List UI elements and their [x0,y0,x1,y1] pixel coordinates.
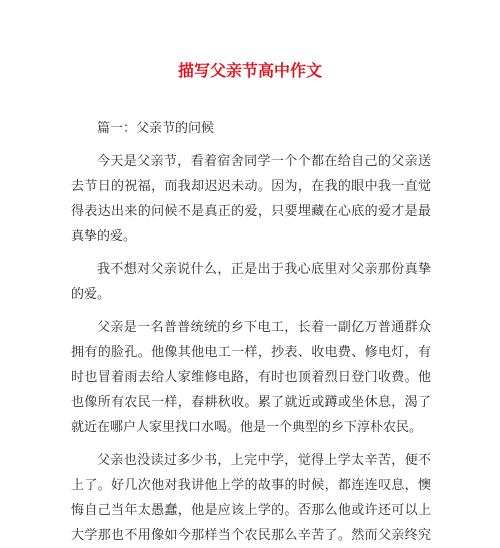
paragraph-1-line-4: 真挚的爱。 [71,229,137,244]
section-heading: 篇一：父亲节的问候 [97,121,215,136]
paragraph-4-line-2: 上了。好几次他对我讲他上学的故事的时候，都连连叹息，懊 [71,478,431,493]
paragraph-gap [71,307,431,315]
paragraph-4-line-4: 大学那也不用像如今那样当个农民那么辛苦了。然而父亲终究 [71,528,431,543]
paragraph-2-line-1: 我不想对父亲说什么，正是出于我心底里对父亲那份真挚 [97,262,431,277]
paragraph-3-line-1: 父亲是一名普普统统的乡下电工，长着一副亿万普通群众 [97,320,431,335]
paragraph-1-line-2: 去节日的祝福，而我却迟迟未动。因为，在我的眼中我一直觉 [71,179,431,194]
paragraph-3-line-5: 就近在哪户人家里找口水喝。他是一个典型的乡下淳朴农民。 [71,420,423,435]
paragraph-3-line-3: 时也冒着雨去给人家维修电路，有时也顶着烈日登门收费。他 [71,370,431,385]
paragraph-2-line-2: 的爱。 [71,287,111,302]
paragraph-1-line-3: 得表达出来的问候不是真正的爱，只要埋藏在心底的爱才是最 [71,204,431,219]
document-body [71,116,431,548]
paragraph-4-line-1: 父亲也没读过多少书，上完中学，觉得上学太辛苦，便不 [97,453,431,468]
paragraph-gap [71,249,431,257]
document-title: 描写父亲节高中作文 [177,61,322,80]
paragraph-3-line-2: 拥有的脸孔。他像其他电工一样，抄表、收电费、修电灯，有 [71,345,431,360]
paragraph-4-line-3: 悔自己当年太愚蠢，他是应该上学的。否那么他或许还可以上 [71,503,431,518]
paragraph-1-line-1: 今天是父亲节，看着宿舍同学一个个都在给自己的父亲送 [97,154,431,169]
paragraph-3-line-4: 也像所有农民一样，春耕秋收。累了就近或蹲或坐休息，渴了 [71,395,431,410]
paragraph-gap [71,440,431,448]
section-gap [71,141,431,149]
